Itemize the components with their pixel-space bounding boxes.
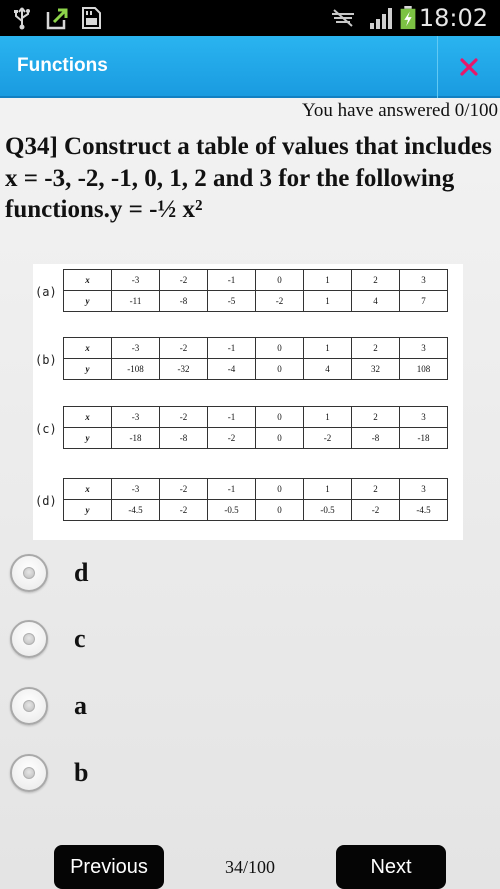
table-cell: -2 [160,479,208,500]
option-label: b [74,758,89,787]
option-b[interactable] [10,751,310,795]
table-cell: -8 [352,428,400,449]
table-cell: 2 [352,338,400,359]
app-bar [0,36,500,98]
option-label: c [74,624,86,653]
next-button[interactable]: Next [336,845,446,889]
radio-dot [23,767,35,779]
table-cell: 32 [352,359,400,380]
table-cell: -1 [208,479,256,500]
table-letter: (d) [35,494,57,508]
option-c[interactable] [10,617,310,661]
radio-dot [23,633,35,645]
sd-card-icon [80,6,102,30]
table-cell: -1 [208,338,256,359]
table-header-cell: x [64,479,112,500]
table-cell: -18 [112,428,160,449]
upload-icon [44,6,72,30]
table-cell: 2 [352,479,400,500]
table-row [64,500,448,521]
table-cell: -2 [160,338,208,359]
table-header-cell: y [64,500,112,521]
previous-button[interactable]: Previous [54,845,164,889]
table-row [64,270,448,291]
table-cell: -2 [304,428,352,449]
app-title: Functions [17,55,108,76]
table-row [64,359,448,380]
status-time: 18:02 [418,4,488,32]
table-cell: 0 [256,428,304,449]
option-d[interactable] [10,551,310,595]
table-cell: -3 [112,407,160,428]
table-row [64,479,448,500]
table-cell: -1 [208,407,256,428]
table-header-cell: y [64,428,112,449]
values-table [63,337,448,380]
table-cell: 1 [304,270,352,291]
values-table [63,269,448,312]
close-icon [460,58,478,76]
radio-button[interactable] [10,554,48,592]
table-cell: 4 [304,359,352,380]
battery-charging-icon [398,6,418,30]
mute-icon [328,6,358,30]
table-cell: -32 [160,359,208,380]
table-cell: 2 [352,270,400,291]
table-cell: 3 [400,338,448,359]
table-row [64,428,448,449]
radio-button[interactable] [10,620,48,658]
answered-counter: You have answered 0/100 [302,100,498,121]
table-cell: -2 [208,428,256,449]
table-header-cell: x [64,407,112,428]
table-cell: 1 [304,291,352,312]
table-cell: 7 [400,291,448,312]
table-cell: 2 [352,407,400,428]
table-cell: -8 [160,428,208,449]
table-cell: -108 [112,359,160,380]
table-cell: -5 [208,291,256,312]
table-letter: (b) [35,353,57,367]
usb-icon [12,6,32,30]
table-header-cell: x [64,338,112,359]
table-cell: 4 [352,291,400,312]
answer-tables-image [33,264,463,540]
table-cell: -3 [112,270,160,291]
table-cell: -4.5 [112,500,160,521]
table-header-cell: x [64,270,112,291]
table-cell: 1 [304,407,352,428]
table-cell: -11 [112,291,160,312]
radio-button[interactable] [10,687,48,725]
table-cell: 1 [304,338,352,359]
values-table [63,478,448,521]
table-cell: 0 [256,270,304,291]
table-row [64,407,448,428]
option-label: a [74,691,87,720]
table-cell: -3 [112,338,160,359]
radio-dot [23,700,35,712]
table-cell: -4.5 [400,500,448,521]
table-cell: -4 [208,359,256,380]
table-cell: 0 [256,479,304,500]
table-cell: -2 [352,500,400,521]
radio-dot [23,567,35,579]
table-cell: -0.5 [208,500,256,521]
close-button[interactable] [438,36,500,98]
table-cell: 1 [304,479,352,500]
radio-button[interactable] [10,754,48,792]
table-cell: -3 [112,479,160,500]
table-header-cell: y [64,359,112,380]
table-cell: 0 [256,500,304,521]
option-label: d [74,558,89,587]
table-cell: 108 [400,359,448,380]
values-table [63,406,448,449]
table-row [64,338,448,359]
status-bar [0,0,500,36]
table-letter: (c) [35,422,57,436]
page-counter: 34/100 [224,857,275,877]
table-cell: 0 [256,407,304,428]
table-header-cell: y [64,291,112,312]
table-letter: (a) [35,285,57,299]
table-cell: -2 [160,500,208,521]
table-cell: 3 [400,479,448,500]
table-cell: 0 [256,359,304,380]
table-cell: 0 [256,338,304,359]
table-cell: -2 [160,407,208,428]
table-cell: -2 [256,291,304,312]
signal-icon [368,6,396,30]
table-cell: -0.5 [304,500,352,521]
table-cell: 3 [400,270,448,291]
question-text: Q34] Construct a table of values that includes x = -3, -2, -1, 0, 1, 2 and 3 for the following functions.y = -½ x² [5,133,492,223]
table-cell: -18 [400,428,448,449]
table-cell: 3 [400,407,448,428]
table-cell: -1 [208,270,256,291]
option-a[interactable] [10,684,310,728]
table-cell: -2 [160,270,208,291]
table-cell: -8 [160,291,208,312]
table-row [64,291,448,312]
